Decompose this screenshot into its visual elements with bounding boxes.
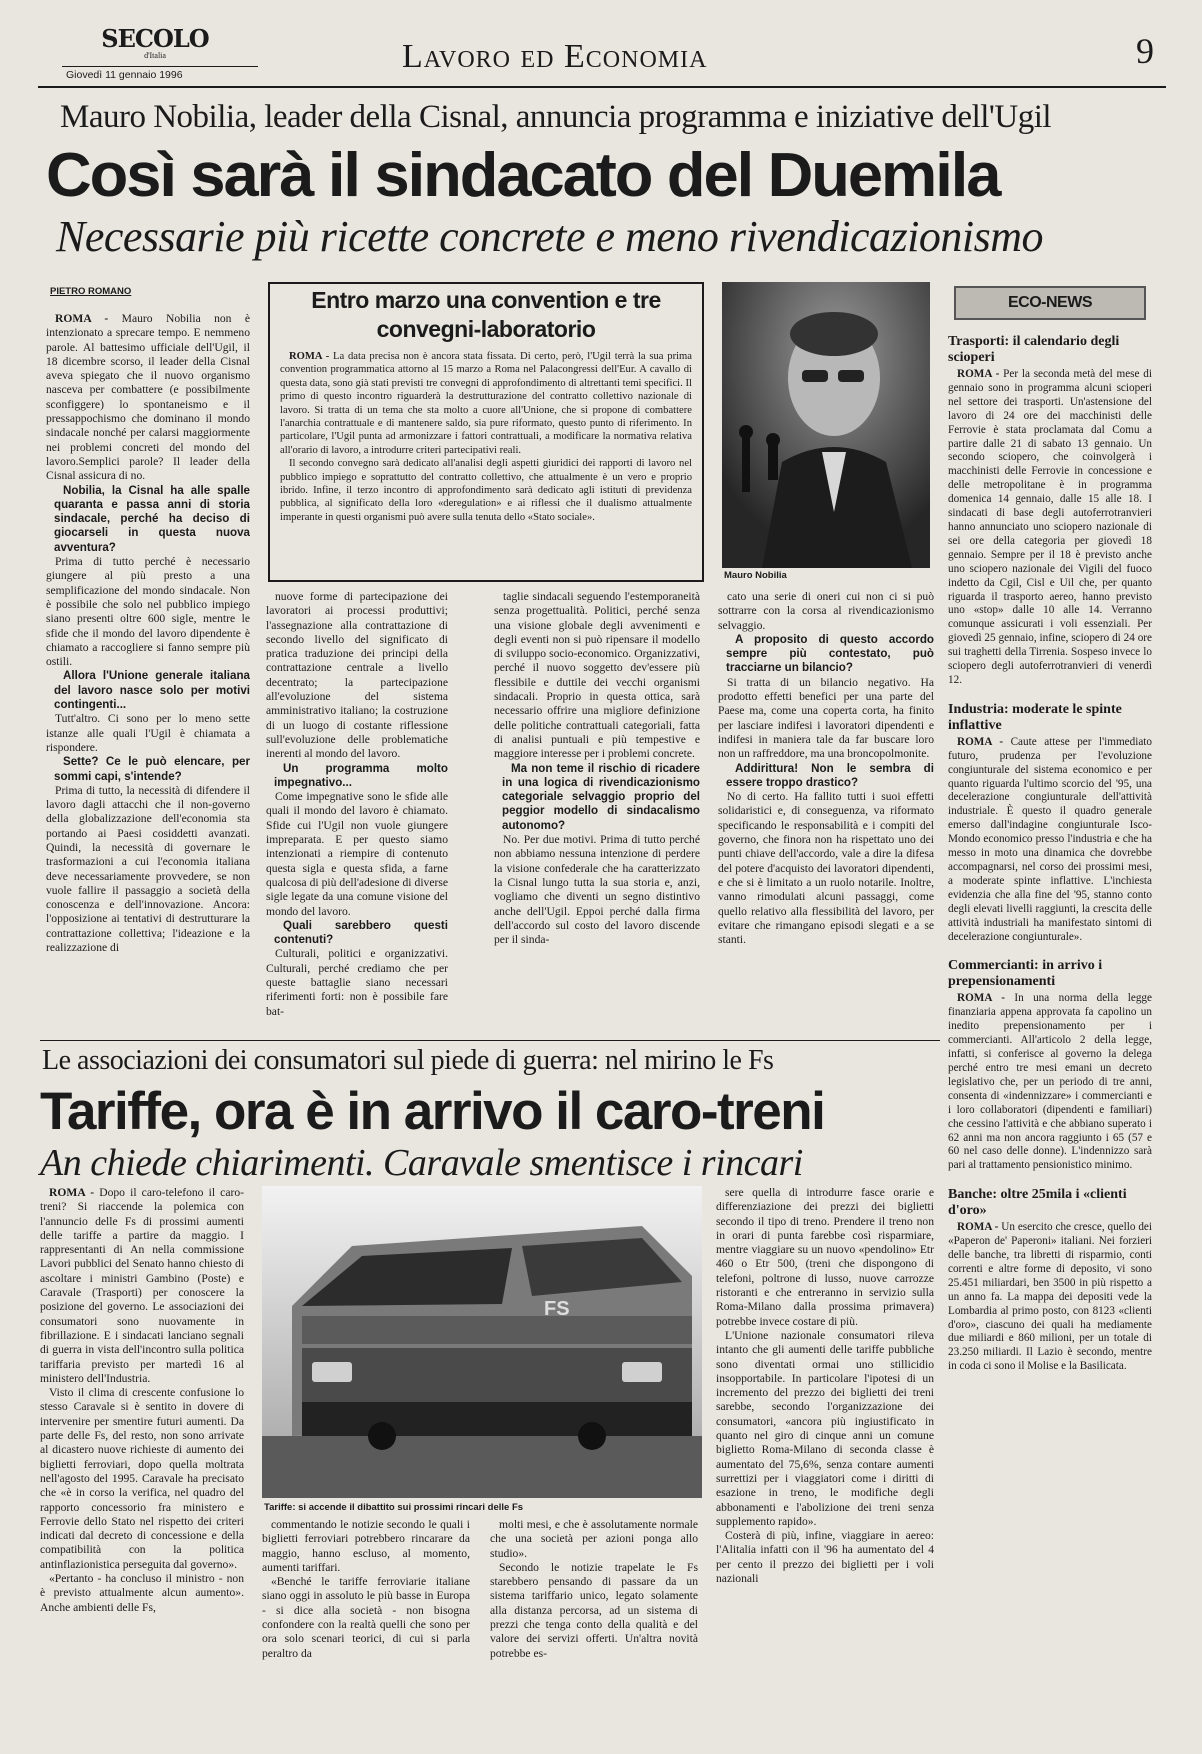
paragraph (40, 1386, 244, 1572)
paragraph (716, 1186, 934, 1329)
paragraph-text: In una norma della legge finanziaria appena approvata fa capolino un inedito prepensionamento per i commercianti. All'articolo 2 della legge, infatti, si conferisce al governo la delega perché entro tre mesi emani un decreto legislativo che, per un periodo di tre anni, consenta di «indennizzare» i commercianti e i loro collaboratori (dipendenti e familiari) che cessino l'attività e che abbiano superato i 62 anni ma non ancora raggiunto i 65 (57 e 60 nel caso delle donne). L'indennizzo sarà pari al trattamento pensionistico minimo. (948, 992, 1152, 1172)
paragraph-text: cato una serie di oneri cui non ci si può sottrarre con la corsa al rivendicazionismo selvaggio. (718, 590, 934, 632)
train-photo (262, 1186, 702, 1498)
article1-column-4 (718, 590, 934, 1034)
article1-headline: Così sarà il sindacato del Duemila (46, 141, 1000, 210)
eco-news-headline: Trasporti: il calendario degli scioperi (948, 334, 1120, 365)
article1-column-1 (46, 312, 250, 1034)
interview-question: Ma non teme il rischio di ricadere in una logica di rivendicazionismo categoriale selvaggio proprio del peggior modello di sindacalismo autonomo? (502, 761, 700, 832)
paragraph-text: taglie sindacali seguendo l'estemporaneità senza progettualità. Politici, perché senza una visione globale degli avvenimenti e degli eventi non si può ripensare il modello di sviluppo socio-economico. Organizzativi, perché il nuovo soggetto dev'essere più flessibile e duttile dei vecchi organismi sindacali. Proprio in questa ottica, sarà necessario offrire una migliore definizione delle politiche contrattuali categoriali, fatta di analisi puntuali e più tempestive e maggiore interesse per i problemi concrete. (494, 590, 700, 761)
article2-column-1 (40, 1186, 244, 1720)
box-title: Entro marzo una convention e tre convegni-laboratorio (311, 287, 661, 342)
paragraph-text: No. Per due motivi. Prima di tutto perché non abbiamo nessuna intenzione di perdere la visione confederale che ha caratterizzato la Cisnal lungo tutta la sua storia e, anzi, vogliamo che diventi un segno distintivo anche dell'Ugil. Eppoi perché dalla firma dell'accordo sul costo del lavoro discende per il sinda- (494, 833, 700, 947)
paragraph (46, 784, 250, 956)
paragraph (948, 368, 1152, 688)
article2-headline: Tariffe, ora è in arrivo il caro-treni (40, 1082, 825, 1141)
issue-date: Giovedì 11 gennaio 1996 (66, 69, 183, 81)
eco-news-label: ECO-NEWS (954, 286, 1146, 320)
interview-question: A proposito di questo accordo sempre più contestato, può tracciarne un bilancio? (726, 632, 934, 675)
logo-subtitle: d'Italia (144, 51, 166, 60)
paragraph (262, 1518, 470, 1575)
article2-kicker: Le associazioni dei consumatori sul piede di guerra: nel mirino le Fs (42, 1045, 774, 1076)
paragraph-text: Tutt'altro. Ci sono per lo meno sette istanze alle quali l'Ugil è chiamata a rispondere. (46, 712, 250, 754)
paragraph-text: Dopo il caro-telefono il caro-treni? Si riaccende la polemica con l'annuncio delle Fs di prossimi aumenti delle tariffe a partire da maggio. I rappresentanti di An nella commissione Lavori pubblici del Senato hanno chiesto di ascoltare i ministri Gambino (Poste) e Caravale (Trasporti) per conoscere la posizione del governo. Le associazioni dei consumatori sono nuovamente in fibrillazione. E i sindacati lanciano segnali di guerra in vista dell'incontro sulla politica tariffaria previsto per martedì 16 al ministero dell'Industria. (40, 1186, 244, 1385)
paragraph-text: nuove forme di partecipazione dei lavoratori ai processi produttivi; l'assegnazione alla contrattazione di secondo livello del significato di pratica traduzione dei principi della contrattazione centrale a livello decentrato; la partecipazione all'evoluzione del sistema amministrativo italiano; la costruzione di un luogo di costante riflessione sull'evoluzione delle problematiche inerenti al mondo del lavoro. (266, 590, 448, 761)
paragraph-text: Costerà di più, infine, viaggiare in aereo: l'Alitalia infatti con il '96 ha aumentato del 4 per cento il prezzo dei biglietti per i voli nazionali (716, 1529, 934, 1586)
paragraph (40, 1186, 244, 1386)
paragraph-text: Culturali, politici e organizzativi. Culturali, perché crediamo che per queste battaglie siano necessari riferimenti forti: non è possibile fare bat- (266, 947, 448, 1018)
eco-news-headline: Banche: oltre 25mila i «clienti d'oro» (948, 1187, 1127, 1219)
dateline: ROMA - (957, 735, 1011, 748)
paragraph (490, 1518, 698, 1561)
nobilia-photo-caption: Mauro Nobilia (724, 570, 787, 581)
article2-subhead: An chiede chiarimenti. Caravale smentisce i rincari (40, 1142, 803, 1184)
paragraph-text: molti mesi, e che è assolutamente normale che una società per azioni ponga allo studio». (490, 1518, 698, 1560)
paragraph (262, 1575, 470, 1661)
interview-question: Quali sarebbero questi contenuti? (274, 918, 448, 947)
paragraph-text: Prima di tutto perché è necessario giungere al più presto a una semplificazione del mondo sindacale. Non è possibile che solo nel pubblico impiego siano presenti oltre 600 sigle, mentre le sfide che il mondo del lavoro dipendente è chiamato a raccogliere si fanno sempre più ostili. (46, 555, 250, 669)
article-divider (40, 1040, 940, 1041)
paragraph-text: Visto il clima di crescente confusione lo stesso Caravale si è sentito in dovere di intervenire per smentire futuri aumenti. Da parte delle Fs, del resto, non sono arrivate al dicastero nuove richieste di aumento dei biglietti ferroviari, dopo quella moltrata nell'agosto del 1995. Caravale ha precisato che «è in corso la verifica, nel quadro del rapporto concessorio fra ministero e Ferrovie dello Stato nel rispetto dei criteri indicati dal decreto di concessione e della compatibilità con la politica antinflazionistica perseguita dal governo». (40, 1386, 244, 1571)
paragraph (948, 736, 1152, 945)
paragraph-text: L'Unione nazionale consumatori rileva intanto che gli aumenti delle tariffe pubbliche sono diventati ormai uno stillicidio insopportabile. In particolare l'ipotesi di un incremento del prezzo dei biglietti dei treni sarebbe, secondo l'organizzazione dei consumatori, «ancora più ingiustificato in quanto nel giro di cinque anni un comune biglietto Roma-Milano di seconda classe è aumentato del 75,6%, senza contare aumenti surrettizi per i viaggiatori come i diritti di esazione in treno, le modifiche degli abbonamenti e l'abolizione dei treni senza supplemento rapido». (716, 1328, 934, 1528)
paragraph (718, 790, 934, 947)
portrait-image (722, 282, 930, 568)
eco-news-body (948, 736, 1152, 945)
paragraph (490, 1561, 698, 1661)
paragraph-text: Secondo le notizie trapelate le Fs starebbero pensando di passare da un sistema tariffario unico, legato solamente alla distanza percorsa, ad un sistema di prezzi che tenga conto della qualità e del valore dei servizi offerti. Un'altra novità potrebbe es- (490, 1560, 698, 1660)
paragraph-text: La data precisa non è ancora stata fissata. Di certo, però, l'Ugil terrà la sua prima convention programmatica attorno al 15 marzo a Roma nel Palacongressi dell'Eur. A cavallo di questa data, sono già stati previsti tre convegni di approfondimento di altrettanti temi specifici. Il primo di questo incontro riguarderà la destrutturazione del contratto collettivo nazionale di lavoro. Si tratta di un tema che sta molto a cuore all'Unione, che si propone di combattere l'anarchia contrattuale e di mantenere saldo, sia pure riformato, questo punto di riferimento. In particolare, l'Ugil punta ad armonizzare i fattori contrattuali, a modificare la normativa relativa all'orario di lavoro, a introdurre criteri partecipativi reali. (280, 351, 692, 456)
train-image (262, 1186, 702, 1498)
eco-news-headline: Commercianti: in arrivo i prepensionamenti (948, 958, 1103, 990)
dateline: ROMA - (957, 1221, 1002, 1234)
eco-news-body (948, 1221, 1152, 1374)
masthead-date-rule (62, 66, 258, 67)
paragraph-text: Per la seconda metà del mese di gennaio sono in programma alcuni scioperi nel settore dei trasporti. Un'astensione del lavoro di 24 ore dei macchinisti delle Ferrovie è stata proclamata dal Comu a partire dalle 21 di sabato 13 gennaio. Un secondo sciopero, che coinvolgerà i macchinisti delle Ferrovie in concessione e delle metropolitane è in programma domenica 14 gennaio, dalle 15 alle 18. I sindacati di base degli autoferrotranvieri hanno annunciato uno sciopero nazionale di sei ore della categoria per giovedì 18 gennaio. Sempre per il 18 è previsto anche uno sciopero nazionale dei Vigili del fuoco indetto da Cgil, Cisl e Uil che, per quanto riguarda il trasporto aereo, hanno previsto uno «stop» dalle 10 alle 14. Verranno comunque assicurati i voli essenziali. Per giovedì 25 gennaio, infine, sciopero di 24 ore sui traghetti della Tirrenia. Sospeso invece lo sciopero degli autoferrotranvieri di venerdì 12. (948, 368, 1152, 686)
paragraph-text: «Pertanto - ha concluso il ministro - non è previsto attualmente alcun aumento». Anche ambienti delle Fs, (40, 1572, 244, 1614)
interview-question: Un programma molto impegnativo... (274, 761, 448, 789)
paragraph-text: Prima di tutto, la necessità di difendere il lavoro dagli attacchi che il non-governo della globalizzazione dell'economia sta portando ai Paesi cosiddetti avanzati. Quindi, la necessità di governare le trasformazioni a cui l'economia italiana deve necessariamente provvedere, se non vuole fallire il passaggio a società della conoscenza e dell'innovazione. Ancora: l'opposizione ai tentativi di destrutturare la contrattazione collettiva; l'ideazione e la realizzazione di (46, 783, 250, 955)
section-title: Lavoro ed Economia (402, 38, 708, 75)
paragraph (46, 312, 250, 484)
interview-question: Sette? Ce le può elencare, per sommi capi, s'intende? (54, 755, 250, 783)
paragraph-text: sere quella di introdurre fasce orarie e differenziazione dei prezzi dei biglietti secondo il tipo di treno. Prendere il treno non in orari di punta farebbe così risparmiare, mentre viaggiare su un nuovo «pendolino» Etr 460 o Etr 500, (treni che dispongono di telefoni, poltrone di lusso, nuove carrozze ristoranti e che entreranno in servizio sulla Roma-Milano dalla prossima primavera) potrebbe invece costare di più. (716, 1186, 934, 1328)
box-body (280, 350, 692, 524)
masthead (36, 18, 1166, 84)
article2-column-3 (490, 1518, 698, 1720)
paragraph (280, 457, 692, 524)
paragraph (718, 590, 934, 633)
paragraph (718, 676, 934, 762)
paragraph-text: «Benché le tariffe ferroviarie italiane siano oggi in assoluto le più basse in Europa - si dice alla società - non bisogna confondere con la realtà quelli che sono per ora solo scenari teorici, di cui si parla peraltro da (262, 1575, 470, 1660)
paragraph (40, 1572, 244, 1615)
paragraph-text: commentando le notizie secondo le quali i biglietti ferroviari potrebbero rincarare da maggio, hanno escluso, al momento, aumenti tariffari. (262, 1518, 470, 1574)
paragraph (948, 1221, 1152, 1374)
paragraph (716, 1529, 934, 1586)
dateline: ROMA - (289, 351, 334, 362)
nobilia-photo (722, 282, 930, 568)
interview-question: Nobilia, la Cisnal ha alle spalle quaranta e passa anni di storia sindacale, perché ha deciso di giocarseli in questa nuova avventura? (54, 483, 250, 554)
interview-question: Allora l'Unione generale italiana del lavoro nasce solo per motivi contingenti... (54, 669, 250, 712)
paragraph (266, 947, 448, 1018)
paragraph (46, 712, 250, 755)
eco-news-items (948, 334, 1152, 1374)
article2-column-2 (262, 1518, 470, 1720)
paragraph-text: Un esercito che cresce, quello dei «Paperon de' Paperoni» italiani. Nei forzieri delle banche, tra libretti di risparmio, conti correnti e altre forme di deposito, vi sono 25.451 miliardari, ben 3500 in più rispetto a un anno fa. La mappa dei depositi vede la Lombardia al primo posto, con 8123 «clienti d'oro», ciascuno dei quali ha mediamente due miliardi e 860 milioni, per un totale di 23.250 miliardi. Il Lazio è secondo, mentre in coda ci sono il Molise e la Basilicata. (948, 1221, 1152, 1373)
article2-column-4 (716, 1186, 934, 1720)
paragraph (280, 350, 692, 457)
paragraph (948, 992, 1152, 1173)
paragraph (494, 833, 700, 947)
paragraph-text: Si tratta di un bilancio negativo. Ha prodotto effetti benefici per una parte del Paese ma, come una coperta corta, ha finito per lasciare indifesi i lavoratori dipendenti e indifesi in maniera tale da far buscare loro non un raffreddore, ma una broncopolmonite. (718, 675, 934, 761)
dateline: ROMA - (957, 992, 1015, 1005)
dateline: ROMA - (49, 1186, 100, 1199)
logo-text: SECOLO (101, 24, 209, 53)
paragraph-text: Il secondo convegno sarà dedicato all'analisi degli aspetti giuridici dei rapporti di lavoro nel pubblico impiego e soprattutto del contratto collettivo, che attualmente è un vero e proprio ibrido. Infine, il terzo incontro di approfondimento sarà dedicato agli istituti di previdenza pubblica, al significato della loro «deregulation» e ai riflessi che il dualismo attualmente imperante in questi organismi può avere sulla tenuta dello «Stato sociale». (280, 458, 692, 523)
paragraph-text: Mauro Nobilia non è intenzionato a sprecare tempo. E nemmeno parole. Al battesimo ufficiale dell'Ugil, il 18 dicembre scorso, il leader della Cisnal aveva spiegato che il nuovo organismo nasceva per combattere (e possibilmente sconfiggere) lo spontaneismo e il pressappochismo che dominano il mondo sindacale nonché per calarsi maggiormente nei problemi concreti del mondo del lavoro.Semplici parole? Il leader della Cisnal assicura di no. (46, 312, 250, 483)
article1-column-2 (266, 590, 448, 1034)
article1-column-3 (494, 590, 700, 1034)
paragraph (266, 790, 448, 919)
eco-news-body (948, 992, 1152, 1173)
train-photo-caption: Tariffe: si accende il dibattito sui prossimi rincari delle Fs (264, 1502, 524, 1513)
masthead-rule (38, 86, 1166, 88)
paragraph-text: Caute attese per l'immediato futuro, prudenza per l'evoluzione congiunturale del sistema economico e per quanto riguarda l'ultimo scorcio del '95, una decelerazione congiunturale dell'attività industriale. È questo il quadro generale emerso dall'indagine congiunturale Isco-Mondo economico presso l'industria e che ha messo in moto una dinamica che dovrebbe accompagnarsi, nel corso dei prossimi mesi, a moderate spinte inflattive. L'inchiesta evidenzia che alla fine del '95, stanno conto degli elevati livelli raggiunti, la crescita delle attività industriali ha manifestato sintomi di decelerazione congiunturale». (948, 735, 1152, 943)
fs-logo-mark: FS (544, 1298, 570, 1320)
eco-news-panel (948, 282, 1152, 1702)
interview-question: Addirittura! Non le sembra di essere troppo drastico? (726, 761, 934, 789)
page-number: 9 (1136, 31, 1154, 71)
paragraph (266, 590, 448, 762)
paragraph-text: Come impegnative sono le sfide alle quali il mondo del lavoro è chiamato. Sfide cui l'Ugil non vuole giungere impreparata. E per questo siamo intenzionati a riempire di contenuto questa sigla e questa sfida, a farne qualcosa di più dell'adesione di diverse sigle legate da una comune visione del mondo del lavoro. (266, 790, 448, 918)
paragraph (494, 590, 700, 762)
article1-subhead: Necessarie più ricette concrete e meno rivendicazionismo (56, 212, 1043, 261)
eco-news-body (948, 368, 1152, 688)
article1-kicker: Mauro Nobilia, leader della Cisnal, annuncia programma e iniziative dell'Ugil (60, 99, 1052, 135)
sidebar-box (268, 282, 704, 582)
dateline: ROMA - (55, 312, 122, 325)
byline: PIETRO ROMANO (50, 286, 132, 297)
paragraph (716, 1329, 934, 1529)
paragraph-text: No di certo. Ha fallito tutti i suoi effetti solidaristici e, di conseguenza, va riformato specificando le responsabilità e i compiti del governo, che finora non ha rispettato uno dei punti chiave dell'accordo, vale a dire la difesa del potere d'acquisto dei lavoratori dipendenti, e che si è limitato a un ruolo notarile. Inoltre, vanno rimodulati alcuni passaggi, come quello relativo alla flessibilità del lavoro, per evitare che rimangano episodi slegati e a se stanti. (718, 790, 934, 947)
eco-news-headline: Industria: moderate le spinte inflattive (948, 701, 1122, 733)
paragraph (46, 555, 250, 669)
dateline: ROMA - (957, 368, 1004, 380)
